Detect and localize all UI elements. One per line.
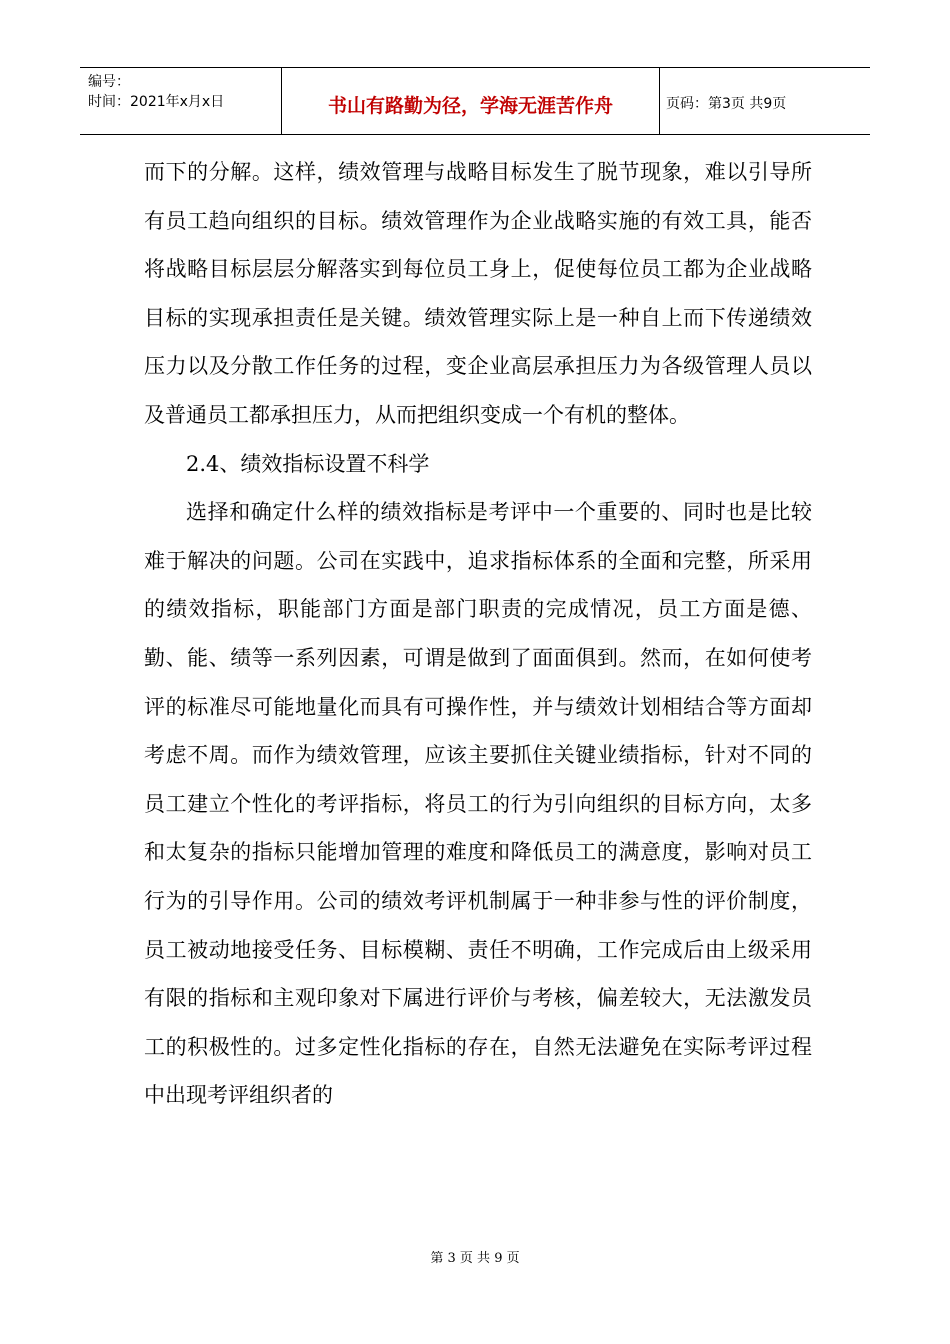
header-motto: 书山有路勤为径，学海无涯苦作舟 — [282, 68, 660, 134]
header-page-info: 页码：第3页 共9页 — [666, 96, 787, 112]
page-footer: 第 3 页 共 9 页 — [430, 1251, 520, 1266]
header-meta — [80, 68, 282, 134]
document-number: 编号： — [88, 74, 130, 90]
paragraph-continuation: 而下的分解。这样，绩效管理与战略目标发生了脱节现象，难以引导所有员工趋向组织的目标。绩效管理作为企业战略实施的有效工具，能否将战略目标层层分解落实到每位员工身上，促使每位员工都为企业战略目标的实现承担责任是关键。绩效管理实际上是一种自上而下传递绩效压力以及分散工作任务的过程，变企业高层承担压力为各级管理人员以及普通员工都承担压力，从而把组织变成一个有机的整体。 — [144, 160, 812, 427]
document-body — [144, 148, 812, 1120]
section-heading: 2.4、绩效指标设置不科学 — [186, 451, 430, 476]
page-header — [80, 67, 870, 135]
paragraph: 选择和确定什么样的绩效指标是考评中一个重要的、同时也是比较难于解决的问题。公司在实践中，追求指标体系的全面和完整，所采用的绩效指标，职能部门方面是部门职责的完成情况，员工方面是德、勤、能、绩等一系列因素，可谓是做到了面面俱到。然而，在如何使考评的标准尽可能地量化而具有可操作性，并与绩效计划相结合等方面却考虑不周。而作为绩效管理，应该主要抓住关键业绩指标，针对不同的员工建立个性化的考评指标，将员工的行为引向组织的目标方向，太多和太复杂的指标只能增加管理的难度和降低员工的满意度，影响对员工行为的引导作用。公司的绩效考评机制属于一种非参与性的评价制度，员工被动地接受任务、目标模糊、责任不明确，工作完成后由上级采用有限的指标和主观印象对下属进行评价与考核，偏差较大，无法激发员工的积极性的。过多定性化指标的存在，自然无法避免在实际考评过程中出现考评组织者的 — [144, 500, 812, 1108]
document-date: 时间：2021年x月x日 — [88, 94, 225, 110]
